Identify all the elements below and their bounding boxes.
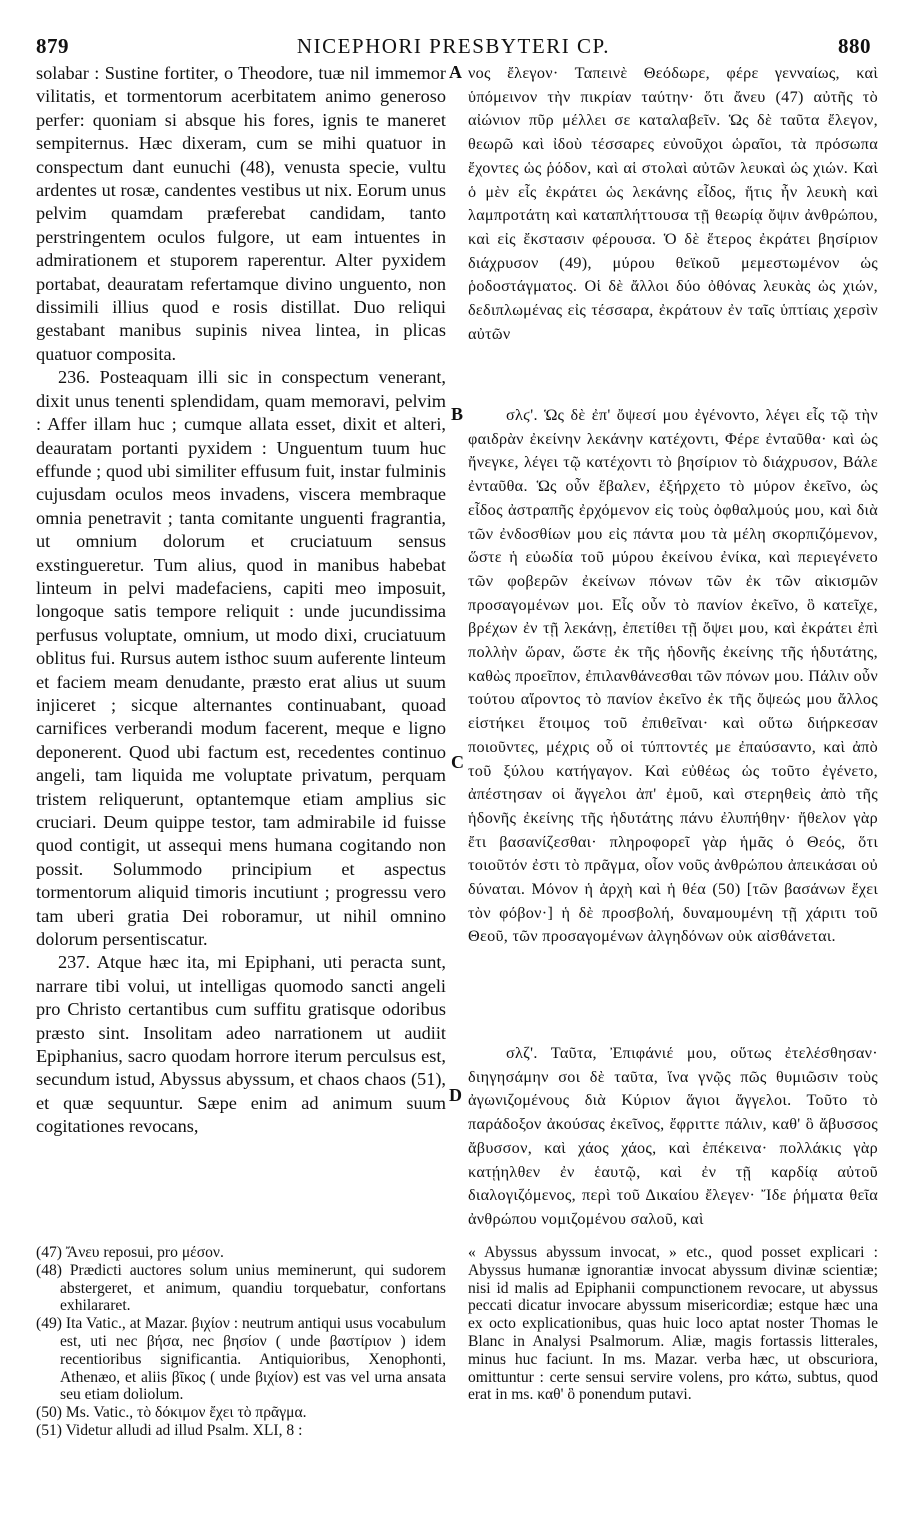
greek-paragraph-237: σλζ'. Ταῦτα, Ἐπιφάνιέ μου, οὕτως ἐτελέσθησαν· διηγησάμην σοι δὲ ταῦτα, ἵνα γνῷς πῶς θυμιῶσιν τοὺς ἀγωνιζομένους διὰ Κύριον ἅγιοι ἄγγελοι. Τοῦτο τὸ παράδοξον ἀκούσας ἐκεῖνος, ἔφριττε πάλιν, καθ' ὃ ἄβυσσος ἄβυσσον, καὶ χάος χάος, καὶ ἐπέκεινα· πολλάκις γὰρ κατῄηλθεν ἐν ἑαυτῷ, καὶ ἐν τῇ καρδίᾳ αὐτοῦ διαλογιζόμενος, περὶ τοῦ Δικαίου ἔλεγεν· Ἴδε ῥήματα θεῖα ἀνθρώπου νομιζομένου σαλοῦ, καὶ bbox=[468, 1044, 878, 1228]
footnote-48: (48) Prædicti auctores solum unius meminerunt, qui sudorem abstergeret, et animum, quandiu torquebatur, confortans exhilararet. bbox=[36, 1261, 446, 1315]
footnotes-right bbox=[468, 1244, 878, 1404]
latin-paragraph-237: 237. Atque hæc ita, mi Epiphani, uti peracta sunt, narrare tibi volui, ut intelligas quomodo sancti angeli pro Christo certantibus cum suffitu gratisque odoribus præsto sint. Insolitam adeo narrationem ut audiit Epiphanius, sacro quodam horrore iterum perculsus est, secundum istud, Abyssus abyssum, et chaos chaos (51), et quæ sequuntur. Sæpe enim ad animum suum cogitationes revocans, bbox=[36, 952, 446, 1137]
page-number-right: 880 bbox=[838, 34, 871, 58]
running-title: NICEPHORI PRESBYTERI CP. bbox=[296, 34, 611, 58]
section-marker-a: A bbox=[449, 62, 462, 82]
greek-paragraph-236: σλϛ'. Ὡς δὲ ἐπ' ὄψεσί μου ἐγένοντο, λέγει εἷς τῷ τὴν φαιδρὰν ἐκείνην λεκάνην κατέχοντι, Φέρε ἐνταῦθα· καὶ ὡς ἤνεγκε, λέγει τῷ κατέχοντι τὸ βησίριον τὸ διάχρυσον, Βάλε ἐνταῦθα. Ὡς οὖν ἔβαλεν, ἐξήρχετο τὸ μύρον ἐκεῖνο, ὡς εἶδος ἀστραπῆς ἐρχόμενον εἰς τοὺς ὀφθαλμούς μου, καὶ διὰ τῶν ἐνδοσθίων μου εἰς πάντα μου τὰ μέλη σκορπιζόμενον, ὥστε ἡ εὐωδία τοῦ μύρου ἐκείνου ἐνίκα, καὶ περιεγένετο τῶν φοβερῶν ἐκείνων πόνων τῶν ἐκ τῶν αἰκισμῶν προσαγομένων μοι. Εἷς οὖν τὸ πανίον ἐκεῖνο, ὃ κατεῖχε, βρέχων ἐν τῇ λεκάνῃ, ἐπετίθει τῇ ὄψει μου, καὶ ἐκράτει ἐπὶ πολλὴν ὥραν, ὥστε ἐκ τῆς ἡδονῆς ἐκείνης τῆς ἡδυτάτης, καθὼς προεῖπον, ἐπιλανθάνεσθαι τῶν πόνων μου. Πάλιν οὖν τούτου αἴροντος τὸ πανίον ἐκεῖνο ἐκ τῆς ὄψεώς μου ἄλλος εἱστήκει ἕτοιμος τοῦ ἐπιθεῖναι· καὶ οὕτω διήρκεσαν ποιοῦντες, μέχρις οὗ οἱ τύπτοντές με ἐπαύσαντο, καὶ ἀπὸ τοῦ ξύλου κατήγαγον. Καὶ εὐθέως ὡς τοῦτο ἐγένετο, ἀπέστησαν οἱ ἄγγελοι ἀπ' ἐμοῦ, καὶ στερηθεὶς ἀπὸ τῆς ἡδονῆς ἐκείνης τῆς ἡδυτάτης πάνυ ἐλυπήθην· ἤθελον γὰρ ἔτι βασανίζεσθαι· πληροφορεῖ γὰρ ἡμᾶς ὁ Θεός, ὅτι τοιοῦτόν ἐστι τὸ πρᾶγμα, οἷον νοῦς ἀνθρώπου ἀπεικάσαι οὐ δύναται. Μόνον ἡ ἀρχὴ καὶ ἡ θέα (50) [τῶν βασάνων ἔχει τὸν φόβον·] ἡ δὲ προσβολή, δυναμουμένη τῇ χάριτι τοῦ Θεοῦ, τῶν προσαγομένων ἀλγηδόνων οὐκ αἰσθάνεται. bbox=[468, 406, 878, 946]
greek-column-part2 bbox=[468, 404, 878, 949]
section-marker-b: B bbox=[451, 404, 464, 424]
footnote-51: (51) Videtur alludi ad illud Psalm. XLI, 8 : bbox=[36, 1421, 303, 1439]
latin-paragraph-236: 236. Posteaquam illi sic in conspectum venerant, dixit unus tenenti splendidam, quam memoravi, pelvim : Affer illam huc ; cumque allata esset, dixit et alteri, deauratam portanti pyxidem : Unguentum tuum huc effunde ; quod ubi similiter effusum fuit, instar fulminis cujusdam oculos meos invadens, viscera membraque omnia penetravit ; tanta comitante unguenti fragrantia, ut omnium dolorum et cruciatuum sensus exstingueretur. Tum alius, quod in manibus habebat linteum in pelvi madefaciens, capiti meo imposuit, longoque satis tempore reliquit : unde jucundissima perfusus voluptate, omnium, ut modo dixi, cruciatuum oblitus fui. Rursus autem isthoc suum auferente linteum et faciem meam denudante, præsto erat alius ut suum injiceret ; sicque alternantes continuabant, quoad carnifices verberandi modum facerent, meque e ligno deponerent. Quod ubi factum est, recedentes continuo angeli, tam liquida me voluptate privatum, perquam tristem reliquerunt, optantemque etiam amplius sic cruciari. Deum quippe testor, tam admirabile id fuisse quod contigit, ut assequi mens humana cogitando non possit. Solummodo principium et aspectus tormentorum aliquid timoris incutiunt ; progressu vero tam uberi gratia Dei roboramur, ut nihil omnino dolorum persentiscatur. bbox=[36, 367, 446, 950]
footnotes-left bbox=[36, 1244, 446, 1440]
section-marker-d: D bbox=[449, 1085, 462, 1105]
greek-paragraph-235: νος ἔλεγον· Ταπεινὲ Θεόδωρε, φέρε γενναίως, καὶ ὑπόμεινον τὴν πικρίαν ταύτην· ὅτι ἄνευ (47) αὐτῆς τὸ αἰώνιον πῦρ μέλλει σε καταλαβεῖν. Ὡς δὲ ταῦτα ἔλεγον, θεωρῶ καὶ ἰδοὺ τέσσαρες εὐνοῦχοι ὡραῖοι, τὰ πρόσωπα ἔχοντες ὡς ῥόδον, καὶ αἱ στολαὶ αὐτῶν λευκαὶ ὡς χιών. Καὶ ὁ μὲν εἷς ἐκράτει ὡς λεκάνης εἶδος, ἥτις ἦν λευκὴ καὶ λαμπροτάτη καὶ καταπλήττουσα τῇ θεωρίᾳ ὄψιν ἀνθρώπου, καὶ εἰς ἔκστασιν φέρουσα. Ὁ δὲ ἕτερος ἐκράτει βησίριον διάχρυσον (49), μύρου θεϊκοῦ μεμεστωμένον ὡς ῥοδοστάγματος. Οἱ δὲ ἄλλοι δύο ὀθόνας λευκὰς ὡς χιών, δεδιπλωμένας εἰς τέσσαρα, ἐκράτουν ἐν ταῖς ὑπτίαις χερσὶν αὐτῶν bbox=[468, 64, 878, 343]
page-number-left: 879 bbox=[36, 34, 69, 58]
footnote-51-continuation: « Abyssus abyssum invocat, » etc., quod posset explicari : Abyssus humanæ ignorantiæ invocat abyssum divinæ scientiæ; nisi id malis ad Epiphanii compunctionem revocare, ut abyssus peccati dicatur invocare abyssum misericordiæ; estque hæc una ex octo explicationibus, quas huic loco aptat noster Thomas le Blanc in Analysi Psalmorum. Aliæ, magis fortassis litterales, minus huc faciunt. In ms. Mazar. verba hæc, ut obscuriora, omittuntur : certe sensui servire volens, pro κάτω, subtus, quod erat in ms. καθ' ὃ ponendum putavi. bbox=[468, 1244, 878, 1404]
section-marker-c: C bbox=[451, 752, 464, 772]
latin-paragraph-235: solabar : Sustine fortiter, o Theodore, tuæ nil immemor vilitatis, et tormentorum acerbitatem animo generoso perfer: quoniam si absque his fores, ignis te maneret sempiternus. Hæc dixeram, cum se mihi quatuor in conspectum dant eunuchi (48), venusta specie, vultu ardentes ut rosæ, candentes vestibus ut nix. Eorum unus pelvim quamdam præferebat candidam, tanto perstringentem oculos fulgore, ut eam intuentes in admirationem et stuporem raperentur. Alter pyxidem portabat, deauratam refertamque divino unguento, non dissimili illius quod e rosis distillat. Duo reliqui gestabant manibus supinis nivea lintea, in plicas quatuor composita. bbox=[36, 63, 446, 364]
footnote-50: (50) Ms. Vatic., τὸ δόκιμον ἔχει τὸ πρᾶγμα. bbox=[36, 1404, 307, 1422]
greek-column-part1 bbox=[468, 62, 878, 346]
footnote-47: (47) Ἄνευ reposui, pro μέσον. bbox=[36, 1244, 224, 1261]
greek-column-part3 bbox=[468, 1042, 878, 1232]
running-header bbox=[36, 34, 871, 60]
footnote-49: (49) Ita Vatic., at Mazar. βιχίον : neutrum antiqui usus vocabulum est, uti nec βήσα, nec βησίον ( unde βαστίριον ) idem recentioribus significantia. Antiquioribus, Xenophonti, Athenæo, et aliis βῖκος ( unde βιχίον) est vas vel urna ansata seu etiam doliolum. bbox=[36, 1315, 446, 1404]
latin-column bbox=[36, 62, 446, 1139]
